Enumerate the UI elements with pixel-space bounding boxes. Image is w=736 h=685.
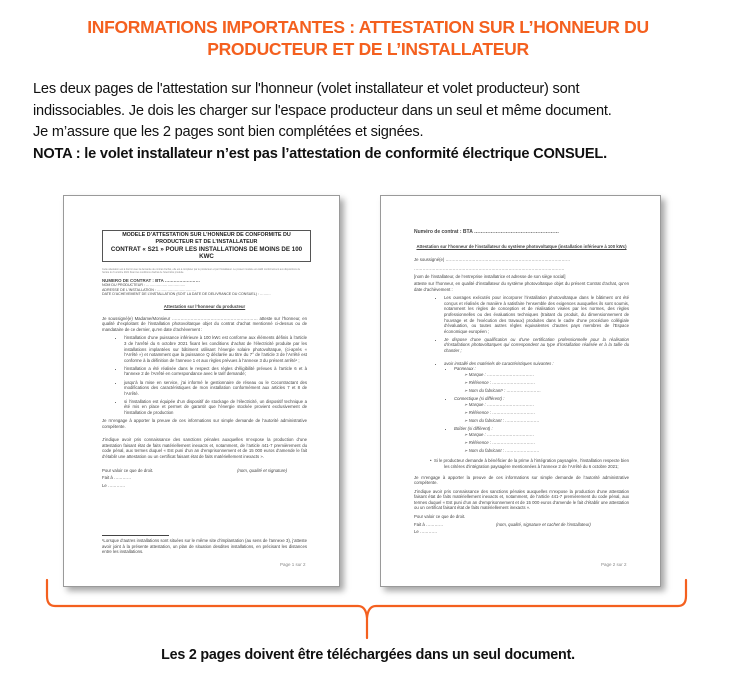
page2-sign-right: (nom, qualité, signature et cachet de l’installateur): [496, 521, 591, 527]
page1-signature-row: [102, 468, 307, 474]
page1-page-label: Page 1 sur 2: [280, 562, 306, 567]
page2-bullet-integration: Si le producteur demande à bénéficier de la prime à l’intégration paysagère, l’installation respecte bien les critères d’intégration paysagère mentionnées à l’annexe 2 de l’Arrêté du 6 octobre 2021;: [433, 458, 629, 469]
page1-penalty: J’indique avoir pris connaissance des sanctions pénales auxquelles m’expose la production d’une attestation faisant état de faits matériellement inexacts et, notamment, de l’article 441-7 premièrement du code pénal, aux termes duquel « Est puni d’un an d’emprisonnement et de 15 000 euros d’amende le fait d’établir une attestation ou un certificat faisant état de faits matériellement inexacts ».: [102, 437, 307, 460]
page1-bullet: • l’installation a été réalisée dans le respect des règles d’éligibilité prévues à l’article 6 et à l’annexe 2 de l’Arrêté en correspondance avec le tarif demandé;: [124, 366, 307, 377]
equipment-field: ➢ Référence : …………………………: [464, 380, 629, 386]
attestation-page-1-thumbnail: [63, 195, 340, 587]
page1-title-box: [102, 230, 311, 262]
page2-bullet: • Si le producteur demande à bénéficier de la prime à l’intégration paysagère, l’installation respecte bien les critères d’intégration paysagère mentionnées à l’annexe 2 de l’Arrêté du 6 octobre 2021;: [430, 458, 629, 469]
page1-producer-name: NOM DU PRODUCTEUR : ……………………………: [102, 283, 186, 288]
equipment-field: ➢ Nom du fabricant : ……………………: [464, 448, 629, 454]
nota-text: NOTA : le volet installateur n’est pas l’attestation de conformité électrique CONSUEL.: [33, 145, 607, 162]
page1-le: Le …………: [102, 482, 126, 488]
page2-equipment-item: [454, 366, 629, 393]
page2-bullet: • Les ouvrages exécutés pour incorporer l’installation photovoltaïque dans le bâtiment ont été conçus et réalisés de manière à satisfaire l’ensemble des exigences auxquelles ils sont soumis, notamment les règles de conception et de réalisation visées par les normes, des règles professionnelles ou des évaluations techniques (traitant du produit, du dimensionnement de l’ouvrage et de l’exécution des travaux) produites dans le cadre d’une procédure collégiale d’évaluation, ou toutes autres règles équivalentes d’autres pays membres de l’Espace économique européen ;: [444, 295, 629, 334]
intro-text: [33, 79, 713, 165]
equipment-field: ➢ Marque : ……………………………: [464, 372, 629, 378]
equipment-fields: [454, 402, 629, 424]
page2-penalty: J’indique avoir pris connaissance des sanctions pénales auxquelles m’expose la production d’une attestation faisant état de faits matériellement inexacts et, notamment, de l’article 441-7 premièrement du code pénal, aux termes duquel « Est puni d’un an d’emprisonnement et de 15 000 euros d’amende le fait d’établir une attestation ou un certificat faisant état de faits matériellement inexacts ».: [414, 488, 629, 511]
title-line-2: PRODUCTEUR ET DE L’INSTALLATEUR: [207, 39, 529, 59]
page1-install-address: ADRESSE DE L’INSTALLATION : ……………………………: [102, 287, 197, 292]
page2-sign-left: Pour valoir ce que de droit.: [414, 514, 466, 520]
equipment-field: ➢ Marque : ……………………………: [464, 432, 629, 438]
page1-box-line-4: KWC: [199, 253, 214, 260]
page2-bullet-equipment: avoir installé des matériels de caractéristiques suivantes :: [444, 360, 554, 366]
page2-signature-row: [414, 522, 629, 528]
page1-sign-right: (nom, qualité et signature): [237, 467, 287, 473]
title-line-1: INFORMATIONS IMPORTANTES : ATTESTATION SUR L’HONNEUR DU: [87, 17, 649, 37]
page1-section-title: Attestation sur l’honneur du producteur: [163, 304, 246, 309]
attestation-page-2-thumbnail: [380, 195, 661, 587]
page2-fait-a: Fait à …………: [414, 521, 444, 527]
page1-box-line-3: CONTRAT « S21 » POUR LES INSTALLATIONS DE MOINS DE 100: [110, 246, 303, 253]
page1-body: [102, 304, 307, 488]
equipment-field: ➢ Nom du fabricant : ……………………: [464, 418, 629, 424]
equipment-field: ➢ Nom du fabricant¹ : ……………………: [464, 388, 629, 394]
equipment-fields: [454, 432, 629, 454]
page2-equipment-list: [444, 366, 629, 453]
page2-commitment: Je m’engage à apporter la preuve de ces informations sur simple demande de l’autorité administrative compétente.: [414, 474, 629, 486]
page1-contract-fields: [102, 279, 307, 297]
page1-completion-date: DATE D’ACHEVEMENT DE L’INSTALLATION (SOIT LA DATE DE DELIVRANCE DU CONSUEL) : ………: [102, 292, 271, 297]
page1-bullet: • jusqu’à la mise en service, j’ai informé le gestionnaire de réseau ou le Cocontractant des modifications des caractéristiques de mon installation conformément aux articles 7 et 8 de l’Arrêté.: [124, 380, 307, 397]
page-title: [0, 16, 736, 60]
page1-bullets: [102, 335, 307, 415]
page1-footnote-text: ¹Lorsque d’autres installations sont situées sur le même site d’implantation (au sens de l’annexe 3), j’atteste avoir joint à la présente attestation, un plan de situation desdites installations, en précisant les distances entre les installations.: [102, 538, 307, 555]
page1-fine-print: Cette attestation est à fournir avec la demande de contrat d'achat, elle est à compléter par le producteur et par l'installateur. Le présent modèle est établi conformément aux dispositions de l'arrêté du 6 octobre 2021 fixant les conditions d'achat de l'électricité produite.: [102, 268, 301, 274]
page1-box-line-2: PRODUCTEUR ET DE L’INSTALLATEUR: [155, 239, 258, 245]
equipment-fields: [454, 372, 629, 394]
page1-fait-a: Fait à …………: [102, 475, 132, 481]
page2-section-title: Attestation sur l’honneur de l’installateur du système photovoltaïque (installation inférieure à 100 kWc): [416, 243, 627, 249]
intro-line-2: indissociables. Je dois les charger sur l'espace producteur dans un seul et même document.: [33, 102, 612, 119]
page2-equipment-item: [454, 426, 629, 453]
page2-undersigned: Je soussigné(e) ……………………………………………………………………………: [414, 257, 571, 263]
page2-body: [414, 230, 629, 535]
page1-commitment: Je m’engage à apporter la preuve de ces informations sur simple demande de l’autorité administrative compétente.: [102, 418, 307, 429]
conclusion-text: Les 2 pages doivent être téléchargées dans un seul document.: [161, 647, 575, 663]
page2-bullets: [414, 295, 629, 469]
page1-sign-left: Pour valoir ce que de droit.: [102, 467, 154, 473]
equipment-label: Boîtier (si différent) :: [454, 425, 493, 431]
page2-bullet: • Je dispose d’une qualification ou d’une certification professionnelle pour la réalisation d’installations photovoltaïques qui correspondent au type d’installation réalisée et à la taille du chantier ;: [444, 337, 629, 354]
page1-footnote-separator: [102, 535, 169, 536]
page1-box-line-1: MODELE D’ATTESTATION SUR L’HONNEUR DE CONFORMITE DU: [122, 232, 291, 238]
page1-contract-number: NUMERO DE CONTRAT : BTA ……………………: [102, 278, 200, 283]
page1-bullet: • l’installation d’une puissance inférieure à 100 kWc est conforme aux éléments définis à l’article 3 de l’arrêté du 6 octobre 2021 fixant les conditions d’achat de l’électricité produite par les installations implantées sur bâtiment utilisant l’énergie solaire photovoltaïque, (ci-après « l’Arrêté ») et notamment que la puissance Q déclarée au titre du 7° de l’article 3 de l’Arrêté est conforme à la définition de l’annexe 1 et aux règles prévues à l’annexe 3 du présent arrêté¹ ;: [124, 335, 307, 363]
page1-bullet: • si l’installation est équipée d’un dispositif de stockage de l’électricité, un dispositif technique a été mis en place et permet de garantir que l’énergie stockée provient exclusivement de l’installation de production: [124, 399, 307, 416]
intro-line-1: Les deux pages de l'attestation sur l'honneur (volet installateur et volet producteur) sont: [33, 81, 580, 97]
intro-line-3: Je m’assure que les 2 pages sont bien complétées et signées.: [33, 124, 424, 140]
page2-contract-number: Numéro de contrat : BTA ……………………………………………: [414, 229, 560, 235]
equipment-field: ➢ Référence : …………………………: [464, 410, 629, 416]
page2-page-label: Page 2 sur 2: [601, 562, 627, 567]
page1-intro-para: Je soussigné(e) Madame/Monsieur …………………………………………………… atteste sur l’honneur, en qualité d’exploitant de l’installation photovoltaïque objet du contrat d’achat mentionné ci-dessus ou de mandataire de ce dernier, qu’en date d’achèvement :: [102, 315, 307, 332]
page2-intro-para: atteste sur l’honneur, en qualité d’installateur du système photovoltaïque objet du présent Contrat d’achat, qu’en date d’achèvement :: [414, 280, 629, 292]
page2-le: Le …………: [414, 529, 438, 535]
page2-dots-line: ……………………………………………………………………………………………: [414, 265, 565, 271]
page2-bracket-note: [nom de l’installateur, de l’entreprise installatrice et adresse de son siège social]: [414, 274, 566, 280]
equipment-label: Connectique (si différent) :: [454, 396, 505, 402]
equipment-field: ➢ Référence : …………………………: [464, 440, 629, 446]
page2-equipment-item: [454, 396, 629, 423]
equipment-label: Panneaux :: [454, 366, 476, 372]
page1-footnote: [102, 538, 307, 558]
page2-bullet: [444, 361, 629, 454]
equipment-field: ➢ Marque : ……………………………: [464, 402, 629, 408]
